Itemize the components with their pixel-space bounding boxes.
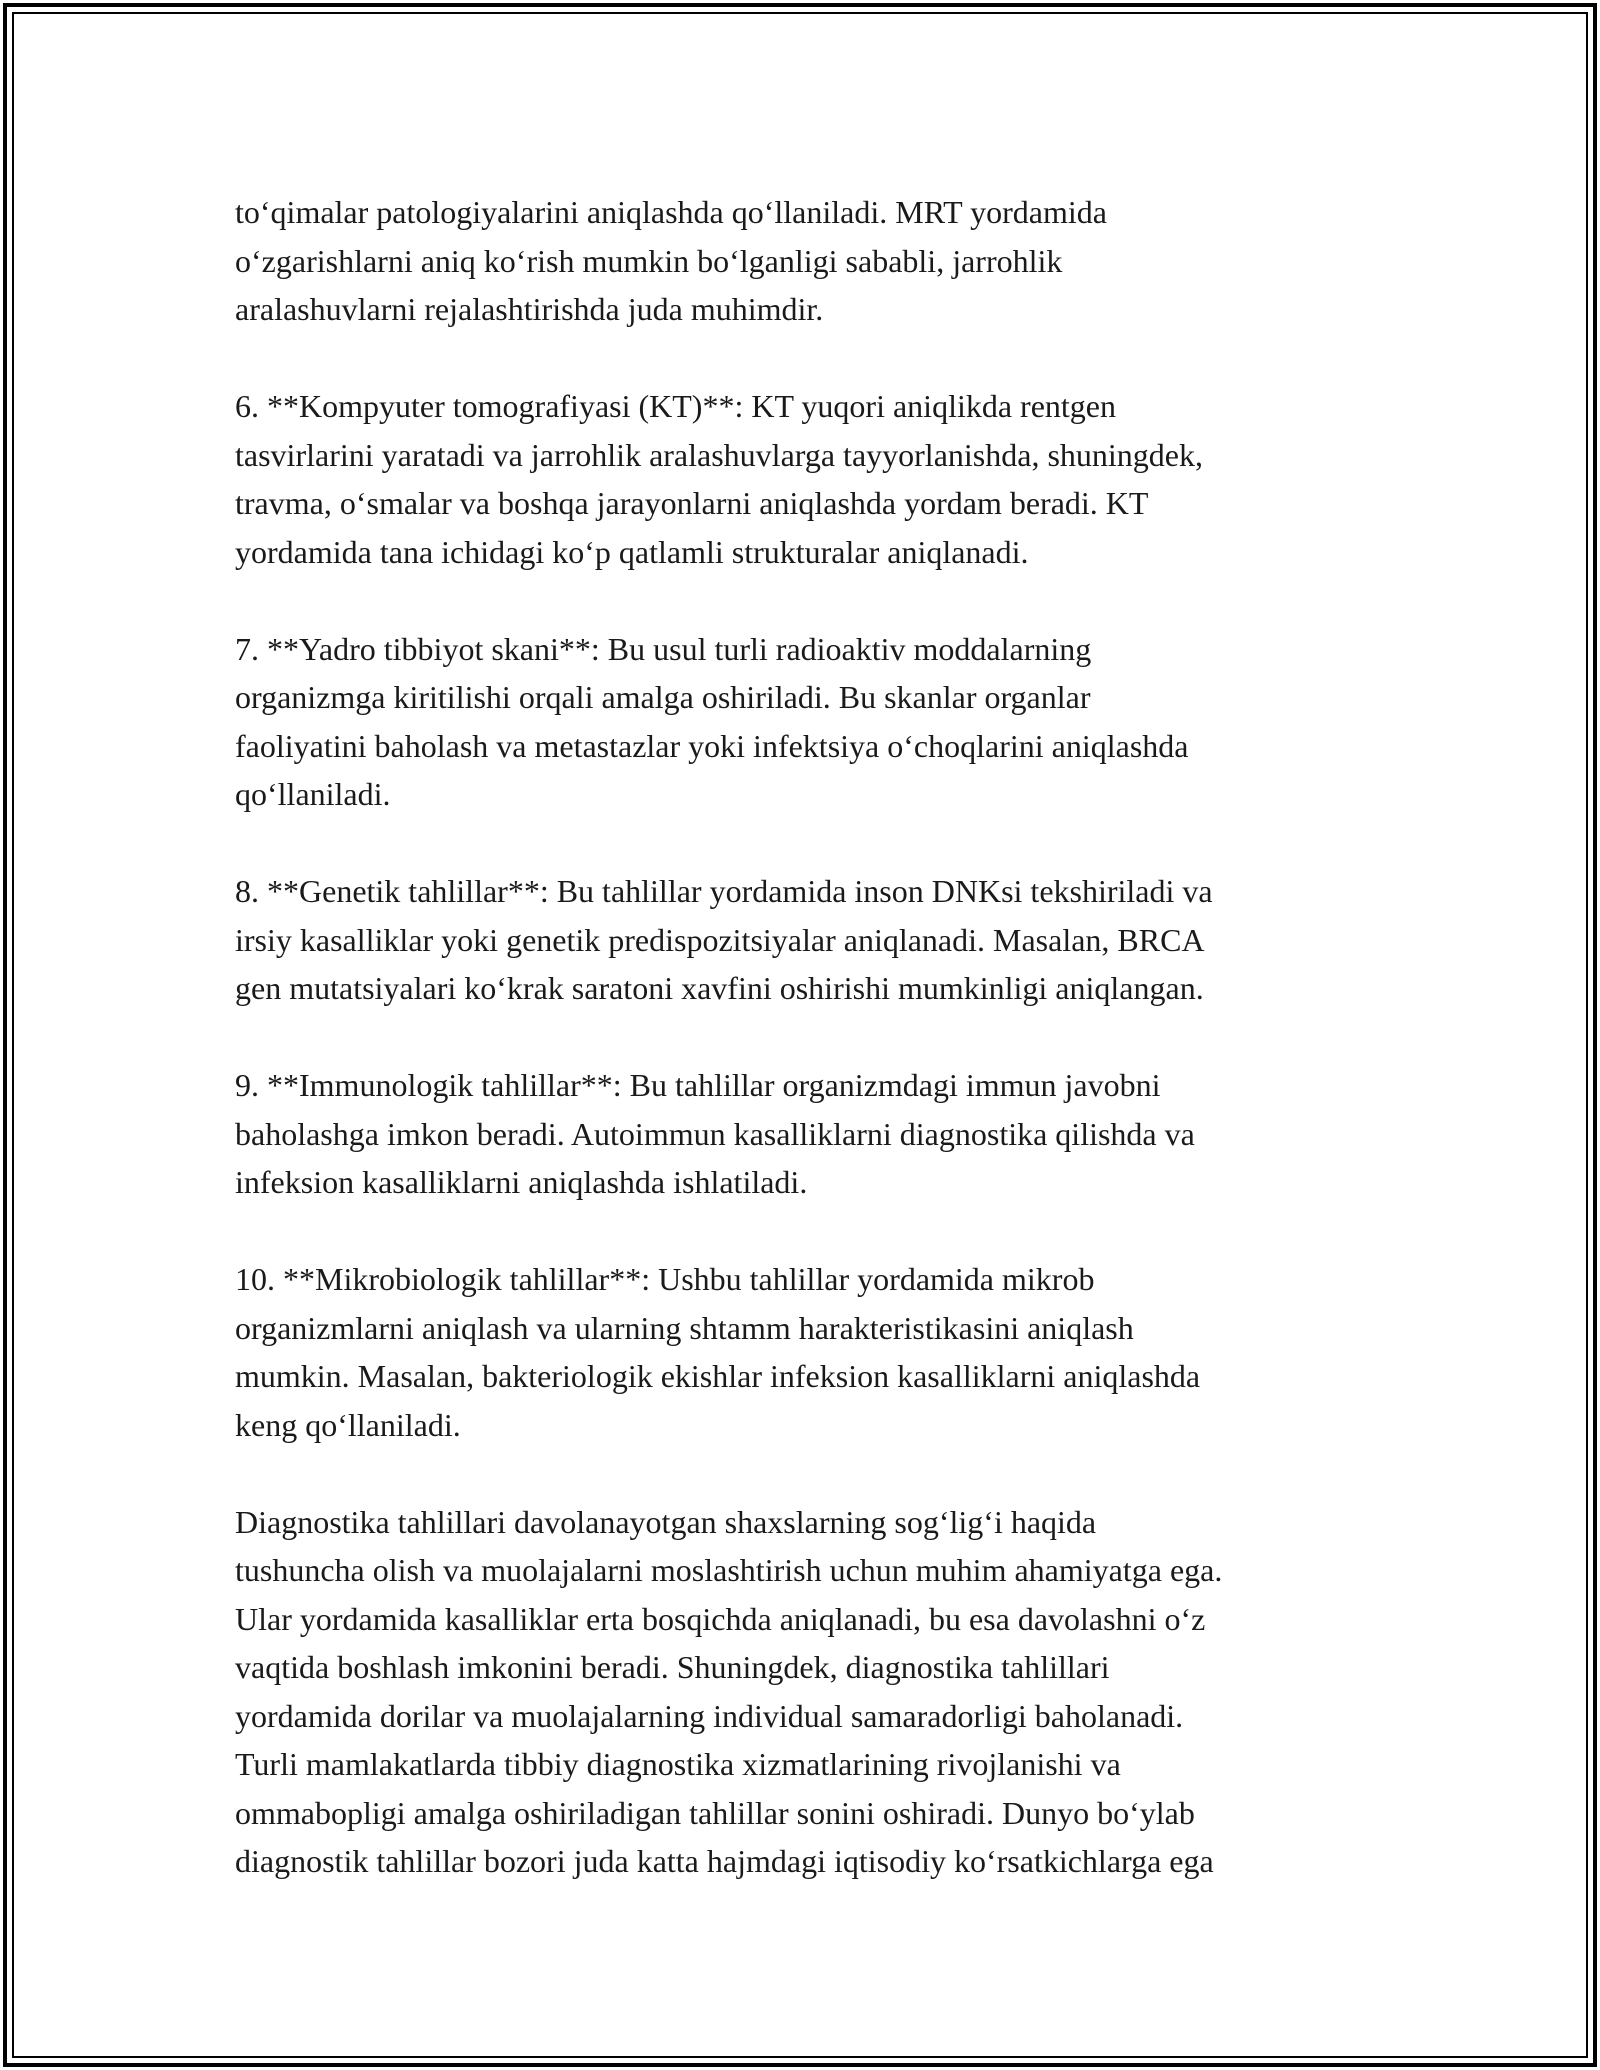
paragraph-summary: Diagnostika tahlillari davolanayotgan shaxslarning sog‘lig‘i haqida tushuncha olish va muolajalarni moslashtirish uchun muhim ahamiyatga ega. Ular yordamida kasalliklar erta bosqichda aniqlanadi, bu esa davolashni o‘z vaqtida boshlash imkonini beradi. Shuningdek, diagnostika tahlillari yordamida dorilar va muolajalarning individual samaradorligi baholanadi. Turli mamlakatlarda tibbiy diagnostika xizmatlarining rivojlanishi va ommabopligi amalga oshiriladigan tahlillar sonini oshiradi. Dunyo bo‘ylab diagnostik tahlillar bozori juda katta hajmdagi iqtisodiy ko‘rsatkichlarga ega [235, 1503, 1223, 1879]
document-body [235, 188, 1415, 1886]
paragraph-nuclear-scan: 7. **Yadro tibbiyot skani**: Bu usul turli radioaktiv moddalarning organizmga kiritilishi orqali amalga oshiriladi. Bu skanlar organlar faoliyatini baholash va metastazlar yoki infektsiya o‘choqlarini aniqlashda qo‘llaniladi. [235, 630, 1189, 812]
paragraph-kt: 6. **Kompyuter tomografiyasi (KT)**: KT yuqori aniqlikda rentgen tasvirlarini yaratadi va jarrohlik aralashuvlarga tayyorlanishda, shuningdek, travma, o‘smalar va boshqa jarayonlarni aniqlashda yordam beradi. KT yordamida tana ichidagi ko‘p qatlamli strukturalar aniqlanadi. [235, 388, 1203, 570]
paragraph-mrt-continuation: to‘qimalar patologiyalarini aniqlashda qo‘llaniladi. MRT yordamida o‘zgarishlarni aniq ko‘rish mumkin bo‘lganligi sababli, jarrohlik aralashuvlarni rejalashtirishda juda muhimdir. [235, 194, 1107, 327]
paragraph-microbiologic-tests: 10. **Mikrobiologik tahlillar**: Ushbu tahlillar yordamida mikrob organizmlarni aniqlash va ularning shtamm harakteristikasini aniqlash mumkin. Masalan, bakteriologik ekishlar infeksion kasalliklarni aniqlashda keng qo‘llaniladi. [235, 1261, 1201, 1443]
paragraph-immunologic-tests: 9. **Immunologik tahlillar**: Bu tahlillar organizmdagi immun javobni baholashga imkon beradi. Autoimmun kasalliklarni diagnostika qilishda va infeksion kasalliklarni aniqlashda ishlatiladi. [235, 1067, 1195, 1200]
paragraph-genetic-tests: 8. **Genetik tahlillar**: Bu tahlillar yordamida inson DNKsi tekshiriladi va irsiy kasalliklar yoki genetik predispozitsiyalar aniqlanadi. Masalan, BRCA gen mutatsiyalari ko‘krak saratoni xavfini oshirishi mumkinligi aniqlangan. [235, 873, 1213, 1006]
